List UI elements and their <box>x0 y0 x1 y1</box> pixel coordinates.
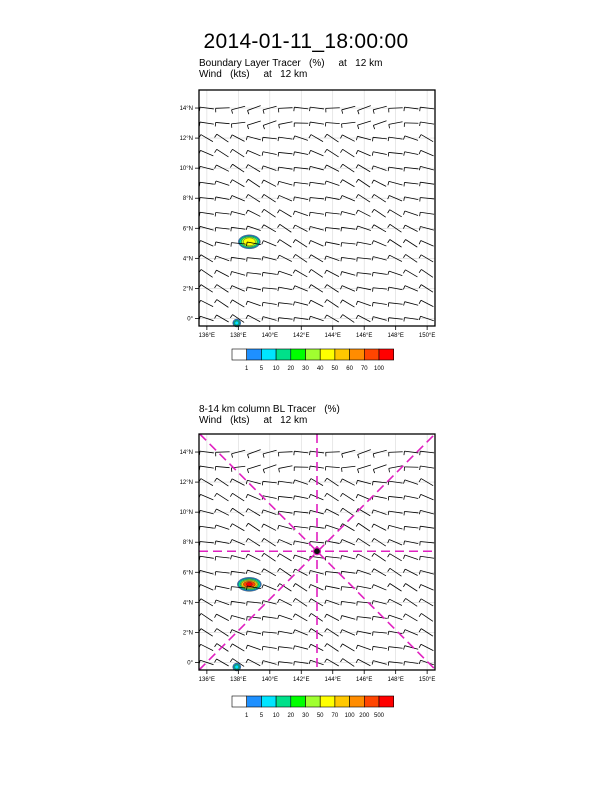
colorbar-label: 10 <box>272 366 280 372</box>
wind-barb <box>419 300 433 306</box>
wind-barb <box>246 523 260 531</box>
wind-barb <box>403 555 418 560</box>
y-tick-label: 10°N <box>179 510 193 517</box>
wind-barb <box>278 152 292 156</box>
y-tick-label: 6°N <box>182 570 193 577</box>
wind-barb <box>262 241 276 246</box>
wind-barb <box>262 553 276 561</box>
wind-barb <box>419 241 433 247</box>
wind-barb <box>262 524 276 530</box>
y-tick-label: 4°N <box>182 600 193 607</box>
y-tick-label: 0° <box>187 316 193 323</box>
wind-barb <box>372 585 386 590</box>
crosshair-center-marker <box>314 548 321 555</box>
wind-barb <box>325 541 340 545</box>
x-tick-label: 136°E <box>198 333 216 339</box>
colorbar-swatch <box>320 696 335 707</box>
wind-barb <box>293 555 308 560</box>
y-tick-label: 10°N <box>179 166 193 173</box>
wind-barb <box>310 182 324 186</box>
wind-barb <box>215 270 229 277</box>
colorbar <box>232 349 394 372</box>
wind-barb <box>279 466 293 473</box>
tracer-contour <box>243 238 255 246</box>
colorbar-label: 20 <box>287 366 295 372</box>
wind-barb <box>342 466 356 472</box>
x-tick-label: 150°E <box>418 333 436 339</box>
wind-barb <box>231 616 246 620</box>
y-tick-label: 14°N <box>179 450 193 457</box>
colorbar-swatch <box>320 349 335 360</box>
wind-barb <box>278 481 292 485</box>
wind-barb <box>341 243 355 247</box>
wind-barb <box>325 525 340 530</box>
colorbar-swatch <box>261 349 276 360</box>
wind-barb <box>230 493 244 501</box>
plot-frame <box>199 90 435 326</box>
wind-barb <box>356 210 370 216</box>
wind-barb <box>199 241 213 247</box>
wind-barb <box>404 661 418 665</box>
colorbar <box>232 696 394 719</box>
wind-barb <box>325 149 339 157</box>
colorbar-swatch <box>350 349 365 360</box>
wind-barb <box>372 616 386 620</box>
wind-barb <box>262 180 276 186</box>
wind-barb <box>356 150 370 156</box>
wind-barb <box>247 106 260 115</box>
wind-barb <box>341 555 356 559</box>
wind-barb <box>340 644 354 651</box>
colorbar-label: 5 <box>259 366 264 372</box>
wind-barb <box>341 616 356 620</box>
wind-barb <box>277 210 291 217</box>
wind-barb <box>373 465 386 473</box>
wind-barb <box>419 585 433 591</box>
wind-barb <box>230 300 244 307</box>
wind-barb <box>278 615 293 619</box>
wind-barb <box>277 554 291 561</box>
x-tick-label: 142°E <box>293 333 310 339</box>
wind-barb <box>277 240 291 248</box>
y-tick-label: 12°N <box>179 480 193 487</box>
colorbar-swatch <box>306 696 321 707</box>
wind-barb <box>388 584 402 592</box>
x-tick-label: 140°E <box>261 677 279 683</box>
wind-barb <box>199 150 213 155</box>
wind-barb <box>293 614 307 621</box>
y-tick-label: 14°N <box>179 106 193 113</box>
x-tick-label: 146°E <box>355 677 373 683</box>
x-tick-label: 148°E <box>387 333 404 339</box>
wind-barb <box>404 197 419 201</box>
wind-barb <box>293 584 307 592</box>
x-tick-label: 146°E <box>355 333 373 339</box>
colorbar-label: 200 <box>359 713 370 719</box>
wind-barb <box>340 493 354 501</box>
panel1-subtitle-line1: Boundary Layer Tracer (%) at 12 km <box>199 58 383 69</box>
wind-barb <box>278 167 292 171</box>
wind-barb <box>403 270 417 277</box>
colorbar-swatch <box>291 349 306 360</box>
colorbar-label: 60 <box>346 366 353 372</box>
tracer-contour <box>235 321 239 325</box>
colorbar-label: 70 <box>360 366 368 372</box>
wind-barb <box>215 557 229 561</box>
colorbar-label: 40 <box>316 366 324 372</box>
wind-barb <box>419 150 433 156</box>
wind-barb <box>325 493 339 501</box>
wind-barb <box>325 242 340 246</box>
wind-barb <box>294 152 309 156</box>
x-tick-label: 138°E <box>230 677 247 683</box>
x-tick-label: 144°E <box>324 677 341 683</box>
colorbar-label: 1 <box>245 366 249 372</box>
wind-barb <box>404 541 419 545</box>
wind-barb <box>388 271 403 276</box>
y-tick-label: 0° <box>187 660 193 667</box>
colorbar-label: 100 <box>373 366 385 372</box>
y-tick-label: 4°N <box>182 256 193 263</box>
wind-barb <box>279 452 293 457</box>
tracer-contour <box>235 665 239 669</box>
y-tick-label: 12°N <box>179 136 193 143</box>
wind-barb <box>278 631 293 635</box>
x-tick-label: 138°E <box>230 333 247 339</box>
colorbar-label: 5 <box>259 713 264 719</box>
wind-barb <box>246 301 261 306</box>
colorbar-label: 50 <box>316 713 324 719</box>
colorbar-swatch <box>247 349 262 360</box>
wind-barb <box>215 122 229 126</box>
wind-barb <box>309 241 323 247</box>
wind-barb <box>293 646 308 650</box>
wind-barb <box>309 122 323 126</box>
y-tick-label: 8°N <box>182 540 193 547</box>
wind-barb <box>404 467 418 471</box>
wind-barb <box>341 571 355 575</box>
wind-barb <box>231 212 246 216</box>
colorbar-swatch <box>379 349 394 360</box>
colorbar-swatch <box>291 696 306 707</box>
wind-barb <box>419 613 433 621</box>
x-tick-label: 148°E <box>387 677 404 683</box>
wind-barb <box>215 149 229 157</box>
wind-barb <box>388 287 403 291</box>
wind-barb <box>294 541 309 545</box>
wind-barb <box>341 211 356 215</box>
wind-barb <box>279 108 293 113</box>
wind-barb <box>199 300 213 306</box>
colorbar-label: 50 <box>331 366 339 372</box>
wind-barb <box>216 108 230 113</box>
wind-barb <box>293 270 307 277</box>
wind-barb <box>230 524 244 531</box>
wind-barb <box>357 242 372 246</box>
wind-barb <box>325 644 339 652</box>
wind-barb <box>404 302 419 306</box>
wind-barb <box>419 269 433 277</box>
wind-barb <box>419 644 433 650</box>
wind-barb <box>357 631 372 635</box>
wind-barb <box>372 496 387 500</box>
wind-barb <box>372 241 386 246</box>
wind-barb <box>215 242 230 246</box>
wind-barb <box>388 554 402 561</box>
wind-barb <box>372 180 386 186</box>
wind-barb <box>309 150 323 155</box>
colorbar-swatch <box>379 696 394 707</box>
colorbar-swatch <box>261 696 276 707</box>
colorbar-label: 100 <box>344 713 355 719</box>
wind-barb <box>309 644 323 650</box>
wind-barb <box>246 179 260 187</box>
wind-barb <box>388 525 403 529</box>
wind-barb <box>309 300 323 306</box>
wind-barb <box>372 524 386 530</box>
wind-barb <box>230 149 244 157</box>
x-tick-label: 150°E <box>418 677 436 683</box>
colorbar-swatch <box>335 696 350 707</box>
wind-barb <box>246 150 260 156</box>
wind-barb <box>340 300 354 307</box>
wind-barb <box>215 541 230 545</box>
wind-barb <box>231 272 246 276</box>
wind-barb <box>230 644 244 651</box>
wind-barb <box>262 585 276 590</box>
wind-barb <box>247 450 260 459</box>
page-title: 2014-01-11_18:00:00 <box>203 30 409 53</box>
tracer-contour <box>246 582 252 586</box>
wind-barb <box>199 585 213 591</box>
wind-barb <box>372 272 386 276</box>
wind-barb <box>278 525 293 529</box>
panel1-subtitle-line2: Wind (kts) at 12 km <box>199 69 308 80</box>
wind-barb <box>356 179 370 187</box>
wind-barb <box>246 645 261 650</box>
wind-barb <box>403 211 418 216</box>
wind-barb <box>262 209 276 217</box>
colorbar-swatch <box>364 696 379 707</box>
x-tick-label: 136°E <box>198 677 216 683</box>
wind-barb <box>309 613 323 621</box>
colorbar-swatch <box>232 349 247 360</box>
wind-barb <box>356 554 370 560</box>
wind-barb <box>419 494 433 500</box>
wind-barb <box>293 240 307 248</box>
wind-barb <box>403 240 417 248</box>
wind-barb <box>341 227 355 231</box>
wind-barb <box>325 197 340 201</box>
colorbar-label: 70 <box>331 713 339 719</box>
wind-barb <box>215 614 229 621</box>
y-tick-label: 2°N <box>182 286 193 293</box>
wind-barb <box>247 121 260 129</box>
wind-barb <box>356 523 370 531</box>
wind-barb <box>388 240 402 248</box>
wind-barb <box>342 106 356 113</box>
wind-barb <box>215 466 229 470</box>
wind-barb <box>215 181 230 185</box>
wind-barb <box>216 452 230 457</box>
x-tick-label: 142°E <box>293 677 310 683</box>
wind-barb <box>372 553 386 561</box>
wind-barb <box>404 182 418 186</box>
wind-barb <box>388 615 403 620</box>
wind-barb <box>247 465 260 473</box>
wind-barb <box>325 270 339 276</box>
wind-barb <box>404 496 419 500</box>
colorbar-swatch <box>276 349 291 360</box>
wind-barb <box>279 122 293 129</box>
wind-barb <box>309 269 323 277</box>
wind-barb <box>372 646 386 650</box>
colorbar-label: 1 <box>245 713 249 719</box>
wind-barb <box>199 269 213 277</box>
wind-barb <box>230 180 244 187</box>
wind-barb <box>262 152 277 156</box>
colorbar-label: 20 <box>287 713 295 719</box>
y-tick-label: 6°N <box>182 226 193 233</box>
wind-barb <box>342 122 356 128</box>
wind-barb <box>340 149 354 157</box>
y-tick-label: 2°N <box>182 630 193 637</box>
wind-barb <box>341 257 355 261</box>
wind-barb <box>373 106 387 113</box>
colorbar-swatch <box>247 696 262 707</box>
wind-barb <box>199 494 213 499</box>
wind-barb <box>199 613 213 621</box>
wind-barb <box>215 525 230 529</box>
wind-barb <box>388 181 403 185</box>
wind-barb <box>278 303 292 307</box>
wind-barb <box>278 647 292 651</box>
wind-barb <box>404 152 419 156</box>
x-tick-label: 140°E <box>261 333 279 339</box>
wind-barb <box>325 614 339 620</box>
wind-barb <box>325 300 339 308</box>
wind-barb <box>372 302 386 306</box>
wind-barb <box>215 213 229 217</box>
wind-barb <box>294 197 309 201</box>
wind-barb <box>356 301 371 306</box>
wind-barb <box>278 496 292 500</box>
wind-barb <box>404 123 418 127</box>
wind-barb <box>278 137 292 141</box>
wind-barb <box>357 586 372 590</box>
wind-barb <box>325 181 340 186</box>
colorbar-swatch <box>364 349 379 360</box>
wind-barb <box>341 272 356 276</box>
wind-barb <box>246 210 260 216</box>
wind-barb <box>246 287 261 291</box>
wind-barb <box>341 601 355 605</box>
panel-1-map <box>180 90 436 372</box>
wind-barb <box>403 614 417 621</box>
wind-barb <box>404 526 418 530</box>
wind-barb <box>278 271 293 275</box>
wind-barb <box>293 211 308 216</box>
panel2-subtitle-line2: Wind (kts) at 12 km <box>199 415 308 426</box>
colorbar-swatch <box>232 696 247 707</box>
x-tick-label: 144°E <box>324 333 341 339</box>
y-tick-label: 8°N <box>182 196 193 203</box>
wind-barb <box>372 209 386 217</box>
wind-barb <box>278 287 293 291</box>
wind-barb <box>373 450 387 457</box>
wind-barb <box>340 180 354 187</box>
wind-barb <box>246 631 261 635</box>
wind-barb <box>357 287 372 291</box>
wind-barb <box>356 494 370 500</box>
wind-barb <box>373 121 386 129</box>
panel2-subtitle-line1: 8-14 km column BL Tracer (%) <box>199 404 340 415</box>
wind-barb <box>215 197 230 201</box>
colorbar-swatch <box>306 349 321 360</box>
wind-barb <box>372 152 387 156</box>
wind-barb <box>231 556 246 560</box>
wind-barb <box>246 494 260 500</box>
wind-barb <box>325 586 340 590</box>
wind-barb <box>388 210 402 217</box>
wind-barb <box>403 584 417 592</box>
wind-barb <box>215 493 229 501</box>
colorbar-swatch <box>350 696 365 707</box>
wind-barb <box>278 181 293 185</box>
colorbar-swatch <box>276 696 291 707</box>
wind-barb <box>215 300 229 308</box>
colorbar-swatch <box>335 349 350 360</box>
wind-barb <box>342 450 356 457</box>
wind-barb <box>356 645 371 650</box>
panel-2-map <box>180 434 436 719</box>
colorbar-label: 10 <box>272 713 280 719</box>
wind-barb <box>404 317 418 321</box>
wind-barb <box>309 212 323 216</box>
wind-barb <box>215 586 230 590</box>
wind-barb <box>247 273 261 277</box>
wind-barb <box>246 554 260 560</box>
wind-barb <box>293 302 308 306</box>
colorbar-label: 30 <box>302 366 309 372</box>
colorbar-label: 30 <box>302 713 309 719</box>
wind-barb <box>199 644 213 650</box>
colorbar-label: 500 <box>373 713 385 719</box>
wind-barb <box>294 496 309 500</box>
